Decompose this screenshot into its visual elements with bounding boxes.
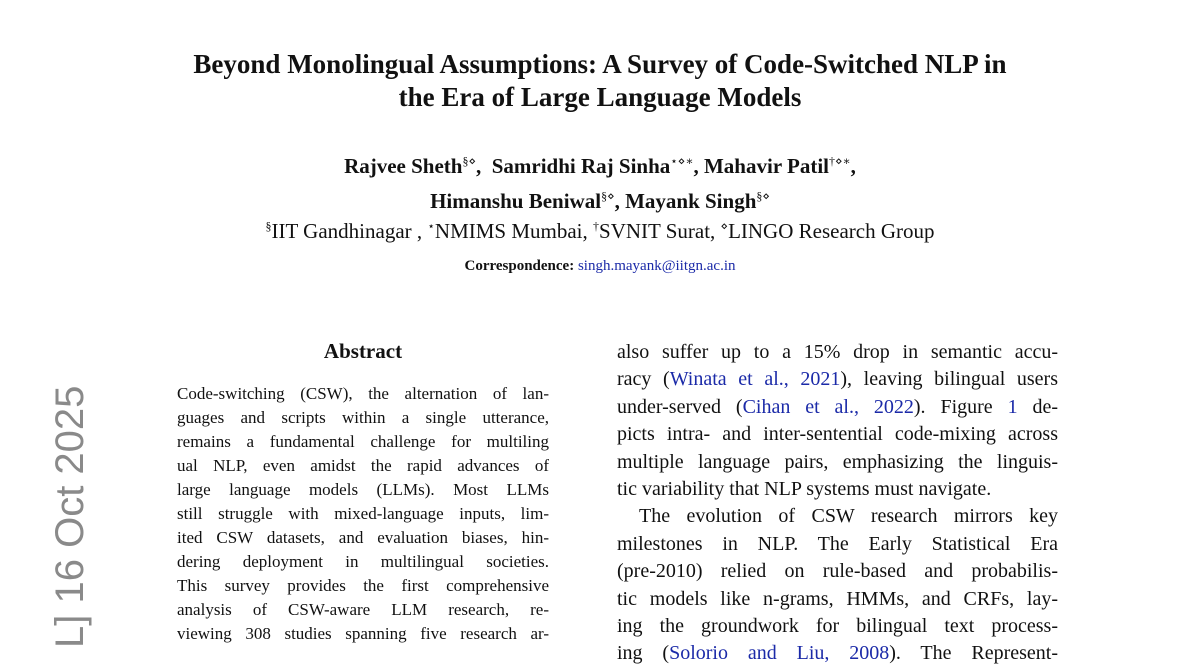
abstract-heading: Abstract: [323, 339, 403, 363]
author-marks: §⋄: [601, 189, 615, 203]
abstract-line: remains a fundamental challenge for multiling: [177, 432, 549, 451]
affiliation-mark: ⋆: [427, 219, 435, 233]
body-line: tic variability that NLP systems must navigate.: [617, 478, 992, 501]
abstract-line: ual NLP, even amidst the rapid advances of: [177, 456, 549, 475]
author-name: Samridhi Raj Sinha: [491, 154, 671, 178]
author-marks: §⋄: [462, 154, 476, 168]
abstract-line: large language models (LLMs). Most LLMs: [177, 480, 549, 499]
body-line: picts intra- and inter-sentential code-mixing across: [617, 423, 1058, 446]
body-text: under-served (: [617, 395, 743, 418]
figure-ref-link[interactable]: 1: [1007, 395, 1018, 418]
author-marks: §⋄: [756, 189, 770, 203]
paper-title: [120, 48, 1080, 114]
correspondence-label: Correspondence:: [464, 258, 575, 274]
title-line-2: the Era of Large Language Models: [398, 82, 802, 112]
affiliation-mark: †: [593, 219, 600, 233]
citation-link[interactable]: Winata et al., 2021: [669, 368, 841, 391]
citation-link[interactable]: Solorio and Liu, 2008: [669, 642, 890, 665]
title-line-1: Beyond Monolingual Assumptions: A Survey of Code-Switched NLP in: [193, 49, 1007, 79]
abstract-line: analysis of CSW-aware LLM research, re-: [177, 600, 549, 619]
body-line: The evolution of CSW research mirrors key: [639, 505, 1058, 528]
affiliation-mark: ⋄: [720, 219, 729, 233]
abstract-line: This survey provides the first comprehensive: [177, 576, 549, 595]
body-text: ing (: [617, 642, 670, 665]
affiliation-name: IIT Gandhinagar: [271, 219, 412, 243]
body-text: ). Figure: [913, 395, 1008, 418]
abstract-line: still struggle with mixed-language inputs, lim-: [177, 504, 549, 523]
affiliation-name: SVNIT Surat: [599, 219, 711, 243]
body-text: racy (: [617, 368, 670, 391]
abstract-text: [177, 382, 549, 646]
author-marks: ⋆⋄∗: [670, 154, 694, 168]
body-line: tic models like n-grams, HMMs, and CRFs, lay-: [617, 587, 1058, 610]
abstract-line: Code-switching (CSW), the alternation of lan-: [177, 384, 549, 403]
arxiv-stamp: L] 16 Oct 2025: [48, 385, 92, 648]
body-text: ), leaving bilingual users: [840, 368, 1058, 391]
body-line: [617, 640, 1058, 667]
body-line: multiple language pairs, emphasizing the linguis-: [617, 450, 1058, 473]
body-line: [617, 394, 1058, 421]
author-marks: †⋄∗: [829, 154, 851, 168]
author-name: Himanshu Beniwal: [430, 189, 602, 213]
body-line: also suffer up to a 15% drop in semantic accu-: [617, 341, 1058, 363]
correspondence: [200, 256, 1000, 276]
body-column-right: [617, 339, 1058, 668]
author-name: Mayank Singh: [625, 189, 757, 213]
body-text: ). The Represent-: [889, 642, 1058, 665]
body-line: milestones in NLP. The Early Statistical Era: [617, 532, 1058, 555]
affiliation-name: LINGO Research Group: [728, 219, 935, 243]
correspondence-email-link[interactable]: singh.mayank@iitgn.ac.in: [577, 258, 736, 274]
abstract-line: ited CSW datasets, and evaluation biases, hin-: [177, 528, 549, 547]
author-name: Rajvee Sheth: [344, 154, 463, 178]
affiliation-mark: §: [265, 219, 272, 233]
affiliation-name: NMIMS Mumbai: [434, 219, 583, 243]
author-list: Rajvee Sheth§⋄, Samridhi Raj Sinha⋆⋄∗, Mahavir Patil†⋄∗, Himanshu Beniwal§⋄, Mayank Singh§⋄: [344, 154, 856, 213]
body-line: ing the groundwork for bilingual text process-: [617, 615, 1058, 638]
citation-link[interactable]: Cihan et al., 2022: [742, 395, 914, 418]
body-text: de-: [1017, 395, 1058, 418]
abstract-line: viewing 308 studies spanning five research ar-: [177, 624, 549, 643]
body-line: (pre-2010) relied on rule-based and probabilis-: [617, 560, 1058, 583]
body-line: [617, 366, 1058, 393]
abstract-line: dering deployment in multilingual societies.: [177, 552, 549, 571]
affiliations: §IIT Gandhinagar , ⋆NMIMS Mumbai, †SVNIT Surat, ⋄LINGO Research Group: [265, 219, 935, 243]
abstract-line: guages and scripts within a single utterance,: [177, 408, 549, 427]
author-name: Mahavir Patil: [703, 154, 829, 178]
